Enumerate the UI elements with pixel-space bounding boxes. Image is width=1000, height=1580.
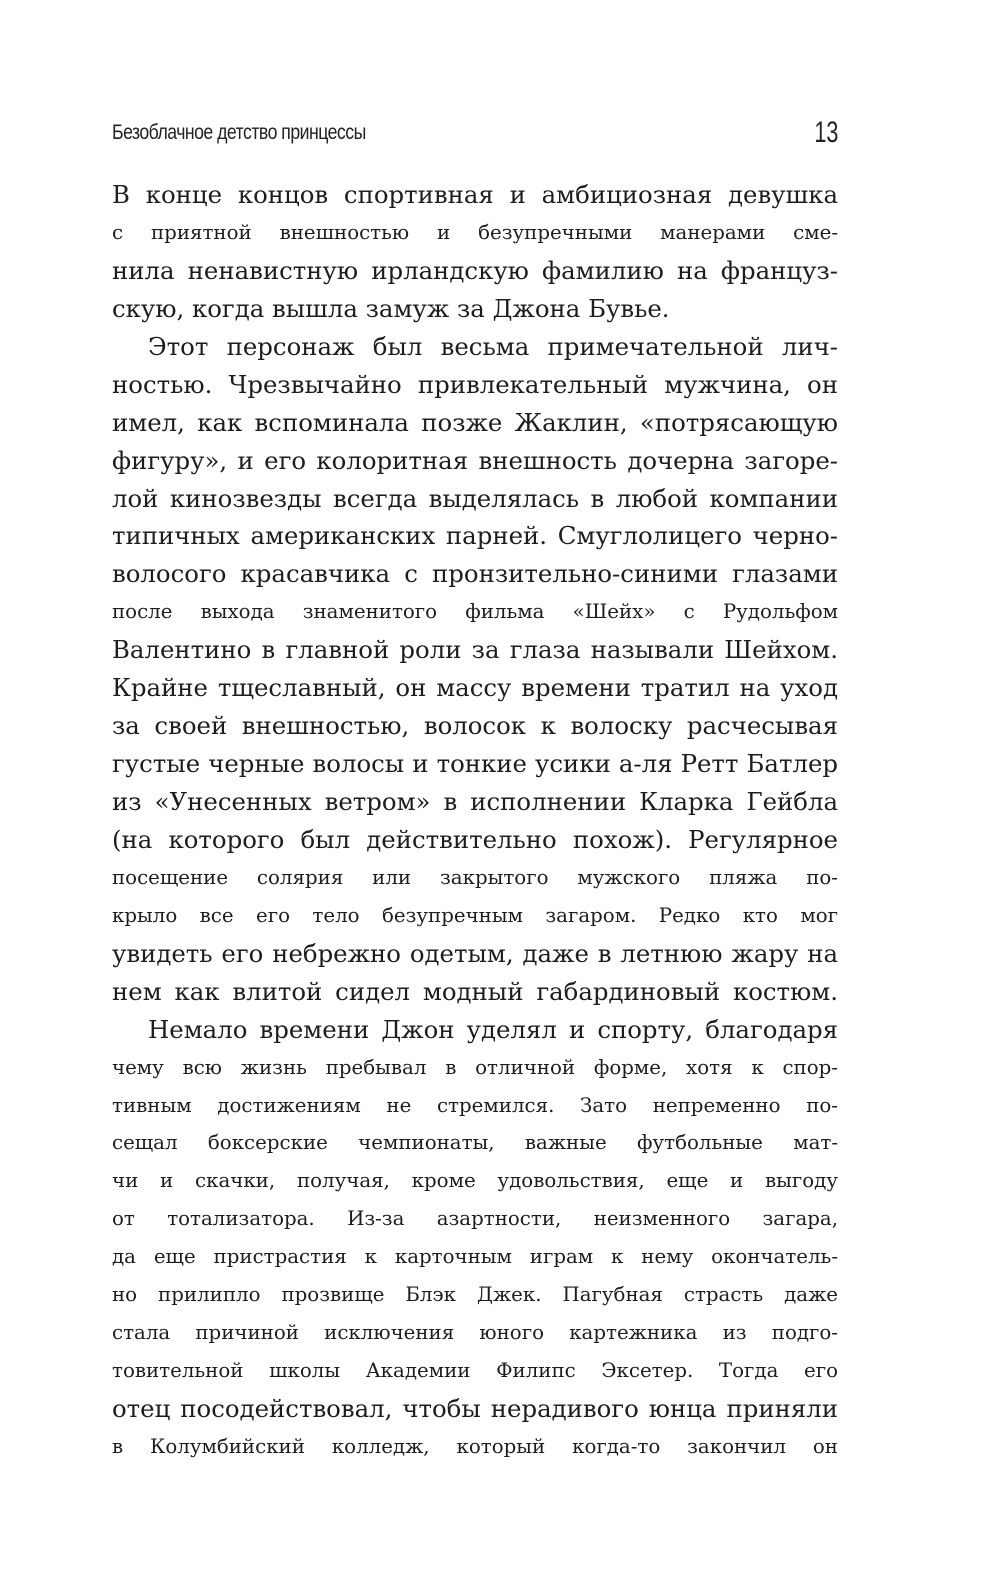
paragraph-1 <box>112 176 838 328</box>
text-line: от тотализатора. Из-за азартности, неизменного загара, <box>112 1207 838 1231</box>
text-line: лой кинозвезды всегда выделялась в любой компании <box>112 483 838 513</box>
text-line: после выхода знаменитого фильма «Шейх» с Рудольфом <box>112 600 838 624</box>
text-line: имел, как вспоминала позже Жаклин, «потрясающую <box>112 407 838 437</box>
text-line: из «Унесенных ветром» в исполнении Кларка Гейбла <box>112 787 838 816</box>
text-line: типичных американских парней. Смуглолицего черно- <box>112 521 838 551</box>
text-line: стала причиной исключения юного картежника из подго- <box>112 1321 838 1345</box>
text-line: Валентино в главной роли за глаза называли Шейхом. <box>112 635 838 665</box>
text-line: с приятной внешностью и безупречными манерами сме- <box>112 220 838 244</box>
text-line: Этот персонаж был весьма примечательной лич- <box>148 331 838 361</box>
running-title: Безоблачное детство принцессы <box>112 121 366 144</box>
text-line: Немало времени Джон уделял и спорту, благодаря <box>148 1014 838 1044</box>
text-line: ностью. Чрезвычайно привлекательный мужчина, он <box>112 369 838 399</box>
text-line: чему всю жизнь пребывал в отличной форме, хотя к спор- <box>112 1055 838 1079</box>
text-line: Крайне тщеславный, он массу времени тратил на уход <box>112 673 838 703</box>
text-line: чи и скачки, получая, кроме удовольствия, еще и выгоду <box>112 1169 838 1193</box>
page-number: 13 <box>813 116 838 149</box>
text-line: увидеть его небрежно одетым, даже в летнюю жару на <box>112 938 838 968</box>
text-line: в Колумбийский колледж, который когда-то закончил он <box>112 1434 838 1458</box>
text-line: тивным достижениям не стремился. Зато непременно по- <box>112 1093 838 1117</box>
text-line: густые черные волосы и тонкие усики а-ля Ретт Батлер <box>112 749 838 779</box>
text-line: отец посодействовал, чтобы нерадивого юнца приняли <box>112 1394 838 1423</box>
text-line: товительной школы Академии Филипс Эксетер. Тогда его <box>112 1359 838 1383</box>
text-line: нила ненавистную ирландскую фамилию на француз- <box>112 255 838 285</box>
text-line: В конце концов спортивная и амбициозная девушка <box>112 180 838 209</box>
body-text <box>112 176 838 1466</box>
text-line: да еще пристрастия к карточным играм к нему окончатель- <box>112 1245 838 1269</box>
text-line: крыло все его тело безупречным загаром. Редко кто мог <box>112 903 838 927</box>
text-line: скую, когда вышла замуж за Джона Бувье. <box>112 293 670 323</box>
paragraph-3 <box>112 1011 838 1466</box>
text-line: нем как влитой сидел модный габардиновый костюм. <box>112 976 838 1006</box>
text-line: фигуру», и его колоритная внешность дочерна загоре- <box>112 445 838 475</box>
text-line: за своей внешностью, волосок к волоску расчесывая <box>112 711 838 741</box>
paragraph-2 <box>112 328 838 1011</box>
text-line: волосого красавчика с пронзительно-синими глазами <box>112 559 838 589</box>
text-line: сещал боксерские чемпионаты, важные футбольные мат- <box>112 1131 838 1155</box>
text-line: посещение солярия или закрытого мужского пляжа по- <box>112 865 838 889</box>
text-line: но прилипло прозвище Блэк Джек. Пагубная страсть даже <box>112 1283 838 1307</box>
running-head <box>112 116 838 150</box>
text-line: (на которого был действительно похож). Регулярное <box>112 824 838 854</box>
